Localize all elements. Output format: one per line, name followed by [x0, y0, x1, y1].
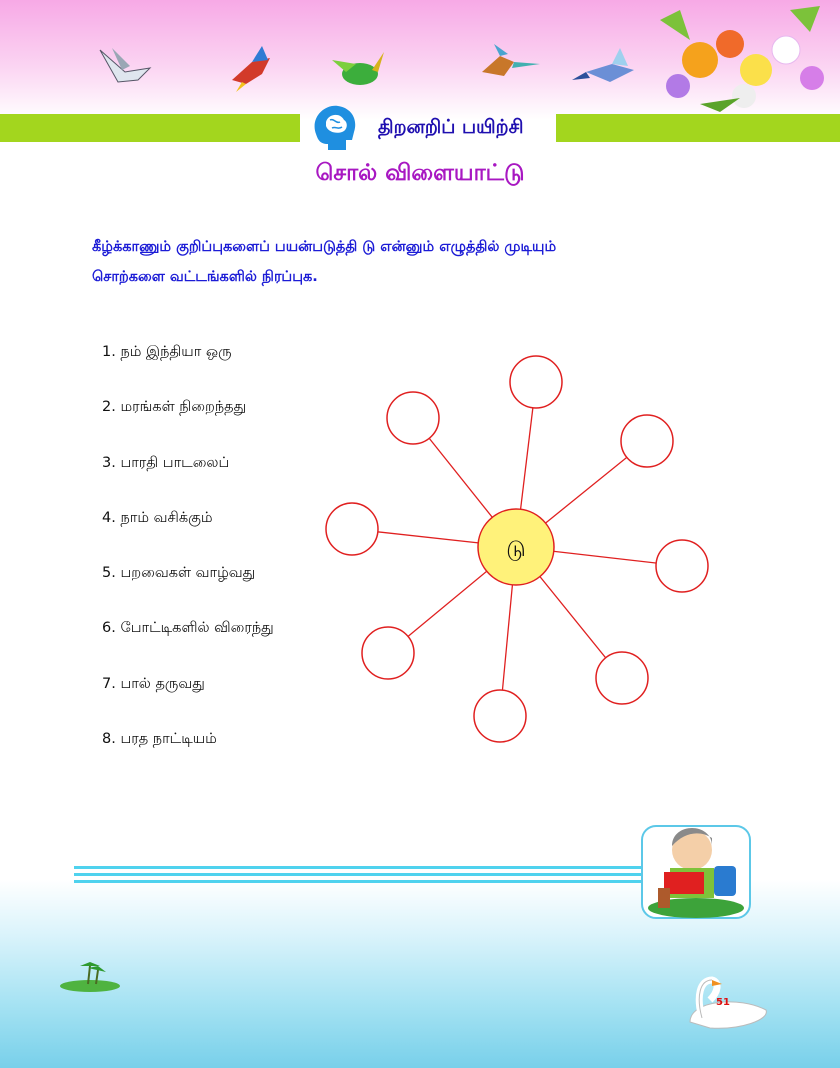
- game-title: சொல் விளையாட்டு: [315, 160, 525, 186]
- clue-item: 8. பரத நாட்டியம்: [102, 731, 217, 748]
- section-title: திறனறிப் பயிற்சி: [378, 116, 524, 138]
- clue-item: 2. மரங்கள் நிறைந்தது: [102, 399, 247, 416]
- clue-item: 4. நாம் வசிக்கும்: [102, 509, 213, 526]
- instruction-line: கீழ்க்காணும் குறிப்புகளைப் பயன்படுத்தி டு என்னும் எழுத்தில் முடியும்: [92, 239, 557, 255]
- clue-item: 1. நம் இந்தியா ஒரு: [102, 344, 232, 360]
- page-number: 51: [716, 997, 730, 1008]
- clue-item: 6. போட்டிகளில் விரைந்து: [102, 620, 274, 637]
- center-letter: டு: [506, 537, 526, 562]
- clue-item: 5. பறவைகள் வாழ்வது: [102, 565, 256, 582]
- reading-boy-icon: [642, 826, 750, 918]
- clue-item: 7. பால் தருவது: [102, 675, 205, 692]
- clue-item: 3. பாரதி பாடலைப்: [102, 454, 230, 471]
- island-icon: [60, 962, 120, 992]
- instruction-line: சொற்களை வட்டங்களில் நிரப்புக.: [92, 269, 318, 285]
